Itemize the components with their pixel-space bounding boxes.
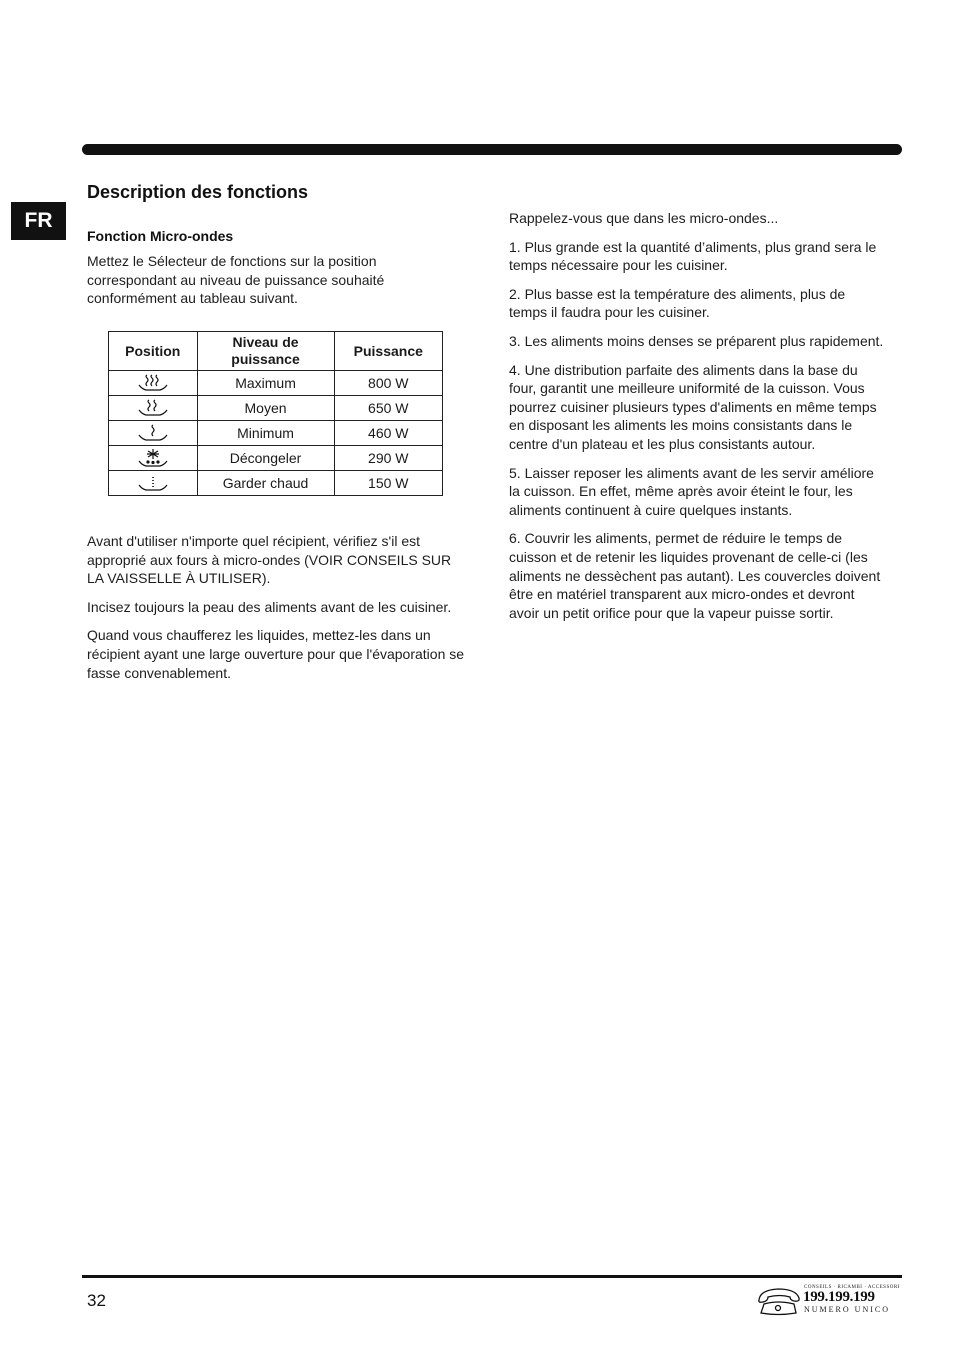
keep-warm-icon — [138, 474, 168, 492]
level-cell: Minimum — [197, 421, 334, 446]
defrost-icon — [138, 448, 168, 468]
service-logo — [756, 1284, 902, 1318]
level-cell: Moyen — [197, 396, 334, 421]
language-tab: FR — [11, 202, 66, 240]
left-column-intro — [87, 228, 467, 308]
power-cell: 290 W — [334, 446, 442, 471]
bottom-rule — [82, 1275, 902, 1278]
top-rule — [82, 144, 902, 155]
table-row — [109, 471, 443, 496]
section-title: Description des fonctions — [87, 182, 309, 202]
logo-number: 199.199.199 — [803, 1289, 875, 1305]
steam-1-icon — [138, 424, 168, 442]
intro-paragraph: Mettez le Sélecteur de fonctions sur la position correspondant au niveau de puissance souhaité conformément au tableau suivant. — [87, 253, 385, 307]
subheading-microwave: Fonction Micro-ondes — [87, 228, 234, 244]
position-cell — [109, 421, 198, 446]
paragraph-tip-2: 2. Plus basse est la température des aliments, plus de temps il faudra pour les cuisiner. — [509, 285, 846, 321]
power-cell: 460 W — [334, 421, 442, 446]
paragraph-reminder: Rappelez-vous que dans les micro-ondes... — [509, 210, 779, 226]
position-cell — [109, 371, 198, 396]
paragraph-liquids: Quand vous chaufferez les liquides, mettez-les dans un récipient ayant une large ouverture pour que l'évaporation se fasse convenablement. — [87, 627, 465, 681]
header-level: Niveau de puissance — [197, 332, 334, 371]
header-power: Puissance — [334, 332, 442, 371]
page-number: 32 — [87, 1291, 106, 1310]
paragraph-tip-1: 1. Plus grande est la quantité d’aliments, plus grand sera le temps nécessaire pour les cuisiner. — [509, 238, 877, 274]
phone-icon — [756, 1286, 802, 1316]
logo-subtitle: NUMERO UNICO — [804, 1305, 890, 1314]
level-cell: Garder chaud — [197, 471, 334, 496]
table-row — [109, 446, 443, 471]
logo-tagline: CONSEILS · RICAMBI · ACCESSORI — [804, 1285, 900, 1290]
paragraph-tip-3: 3. Les aliments moins denses se préparent plus rapidement. — [509, 332, 884, 349]
table-row — [109, 421, 443, 446]
paragraph-tip-5: 5. Laisser reposer les aliments avant de les servir améliore la cuisson. En effet, même après avoir éteint le four, les aliments continuent à cuire quelques instants. — [509, 464, 874, 518]
power-table — [108, 331, 443, 496]
level-cell: Maximum — [197, 371, 334, 396]
paragraph-tip-4: 4. Une distribution parfaite des aliments dans la base du four, garantit une meilleure uniformité de la cuisson. Vous pourrez cuisiner plusieurs types d'aliments en même temps en disposant les aliments les moins consistants dans le centre d'un plateau et les plus consistants autour. — [509, 361, 877, 452]
table-row — [109, 371, 443, 396]
power-cell: 800 W — [334, 371, 442, 396]
power-cell: 150 W — [334, 471, 442, 496]
steam-3-icon — [138, 374, 168, 392]
header-position: Position — [109, 332, 198, 371]
position-cell — [109, 471, 198, 496]
steam-2-icon — [138, 399, 168, 417]
paragraph-container-check: Avant d'utiliser n'importe quel récipient, vérifiez s'il est approprié aux fours à micro-ondes (VOIR CONSEILS SUR LA VAISSELLE À UTILISER). — [87, 533, 452, 587]
paragraph-tip-6: 6. Couvrir les aliments, permet de réduire le temps de cuisson et de retenir les liquides provenant de celle-ci (les aliments ne dessèchent pas autant). Les couvercles doivent être en matériel transparent aux micro-ondes et devront avoir un petit orifice pour que la vapeur puisse sortir. — [509, 530, 881, 621]
left-column-notes — [87, 532, 469, 692]
power-cell: 650 W — [334, 396, 442, 421]
position-cell — [109, 396, 198, 421]
level-cell: Décongeler — [197, 446, 334, 471]
right-column — [509, 209, 887, 632]
position-cell — [109, 446, 198, 471]
paragraph-incise-skin: Incisez toujours la peau des aliments avant de les cuisiner. — [87, 598, 452, 615]
table-row — [109, 396, 443, 421]
table-header-row — [109, 332, 443, 371]
